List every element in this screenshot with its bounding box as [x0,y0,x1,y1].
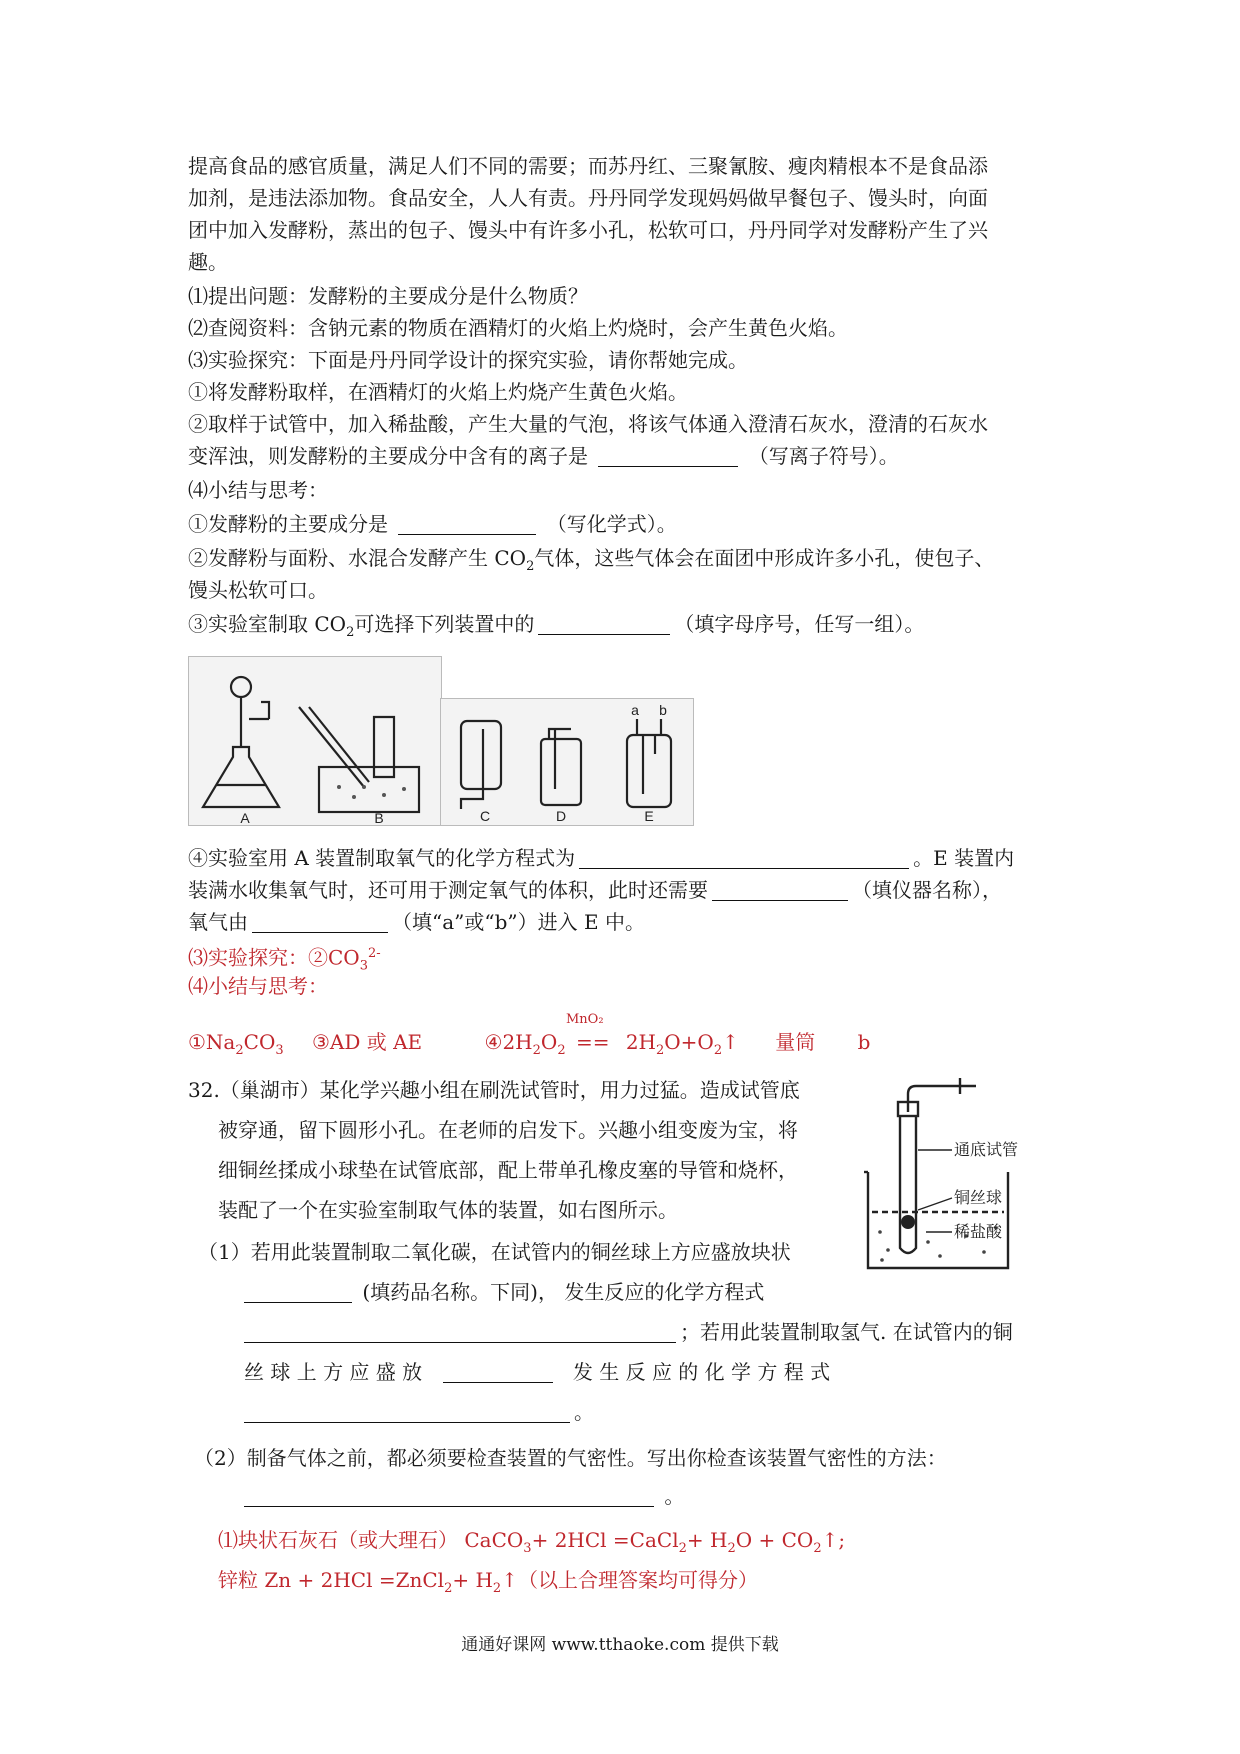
part-1-line2 [244,1276,764,1308]
fig-label-tube: 通底试管 [954,1140,1019,1159]
subscript: 3 [359,958,368,974]
part-2-line2 [244,1480,684,1512]
answer-part-1-line1 [218,1524,845,1565]
subscript: 2 [532,1043,541,1058]
question-4d-text: ④实验室用 A 装置制取氧气的化学方程式为 [188,846,576,870]
answer-zinc: 锌粒 Zn + 2HCl =ZnCl [218,1568,445,1592]
question-4a-hint: （写化学式）。 [546,512,677,536]
inlet-answer-blank[interactable] [252,910,388,933]
apparatus-answer-blank[interactable] [538,612,670,635]
question-4d-line3 [188,906,645,938]
answer-part-1-line2 [218,1564,758,1605]
question-4d-hint-2: （填“a”或“b”）进入 E 中。 [392,910,645,934]
h2-equation-blank[interactable] [244,1400,570,1423]
part-1-line4 [244,1356,830,1388]
problem-32-line2: 被穿通，留下圆形小孔。在老师的启发下。兴趣小组变废为宝，将 [218,1118,798,1142]
intro-line-4: 趣。 [188,250,228,274]
part-1-text-3: 丝 球 上 方 应 盛 放 [244,1360,423,1384]
question-4d-hint: （填仪器名称）， [852,878,1002,902]
question-4d-text-cont: 。E 装置内 [913,846,1015,870]
co2-equation-blank[interactable] [244,1320,676,1343]
apparatus-figure-ab [188,656,442,826]
subscript: 3 [523,1541,532,1556]
fig-label-a: A [240,810,250,826]
answer-equation: ④2H [484,1030,533,1054]
instrument-answer-blank[interactable] [712,878,848,901]
subscript: 2 [678,1541,687,1556]
question-4d-text-3: 氧气由 [188,910,248,934]
question-4c-hint: （填字母序号，任写一组）。 [674,612,925,636]
intro-line-1: 提高食品的感官质量，满足人们不同的需要；而苏丹红、三聚氰胺、瘦肉精根本不是食品添 [188,154,988,178]
subscript: 2 [813,1541,822,1556]
answer-apparatus: ③AD 或 AE [311,1030,423,1054]
question-4b-text: ②发酵粉与面粉、水混合发酵产生 CO [188,546,527,570]
intro-line-3: 团中加入发酵粉，蒸出的包子、馒头中有许多小孔，松软可口，丹丹同学对发酵粉产生了兴 [188,218,988,242]
fig-label-port-a: a [631,702,639,718]
co2-reagent-blank[interactable] [244,1280,352,1303]
problem-32-line3: 细铜丝揉成小球垫在试管底部，配上带单孔橡皮塞的导管和烧杯， [218,1158,798,1182]
answer-equation-arrow: == [575,1030,610,1054]
part-2-end: 。 [664,1484,685,1508]
test-tube-apparatus-figure [856,1072,1056,1272]
answer-equation-product-cont: O+O [664,1030,714,1054]
answer-limestone: ⑴块状石灰石（或大理石） CaCO [218,1528,524,1552]
part-1-text: (填药品名称。下同)， 发生反应的化学方程式 [362,1280,765,1304]
question-4c-text: ③实验室制取 CO [188,612,347,636]
subscript: 2 [557,1043,566,1058]
question-3b-line2 [188,440,899,472]
question-4d-line2 [188,874,1002,906]
answer-zinc-h2: + H [452,1568,493,1592]
apparatus-figure-cde [440,698,694,826]
answer-equation-o: O [540,1030,558,1054]
question-3b-hint: （写离子符号）。 [748,444,899,468]
intro-line-2: 加剂，是违法添加物。食品安全，人人有责。丹丹同学发现妈妈做早餐包子、馒头时，向面 [188,186,988,210]
fig-label-e: E [644,808,654,824]
question-3a: ①将发酵粉取样，在酒精灯的火焰上灼烧产生黄色火焰。 [188,380,688,404]
problem-32-line4: 装配了一个在实验室制取气体的装置，如右图所示。 [218,1198,678,1222]
answer-limestone-co2: O + CO [735,1528,814,1552]
question-1: ⑴提出问题：发酵粉的主要成分是什么物质？ [188,284,588,308]
part-1-line3 [244,1316,1013,1348]
part-1-text-4: 发 生 反 应 的 化 学 方 程 式 [572,1360,831,1384]
subscript: 2 [656,1043,665,1058]
fig-label-c: C [479,808,491,824]
question-3b-line1: ②取样于试管中，加入稀盐酸，产生大量的气泡，将该气体通入澄清石灰水，澄清的石灰水 [188,412,988,436]
question-4c [188,608,924,649]
airtightness-method-blank[interactable] [244,1484,654,1507]
answer-instrument: 量筒 [775,1030,816,1054]
h2-reagent-blank[interactable] [443,1360,553,1383]
answer-4-heading: ⑷小结与思考： [188,974,328,998]
part-1-end: 。 [574,1400,594,1424]
answer-4-content [188,1026,870,1067]
subscript: 2 [235,1043,244,1058]
question-4d-line1 [188,842,1014,874]
answer-formula-cont: CO [243,1030,276,1054]
question-2: ⑵查阅资料：含钠元素的物质在酒精灯的火焰上灼烧时，会产生黄色火焰。 [188,316,848,340]
ion-answer-blank[interactable] [598,444,738,467]
oxygen-equation-blank[interactable] [579,846,909,869]
question-4c-text-cont: 可选择下列装置中的 [354,612,535,636]
part-1-text-2: ；若用此装置制取氢气. 在试管内的铜 [680,1320,1013,1344]
answer-limestone-water: + H [686,1528,728,1552]
answer-zinc-note: ↑（以上合理答案均可得分） [501,1568,758,1592]
answer-formula: ①Na [188,1030,236,1054]
answer-equation-gas: ↑ [722,1030,739,1054]
answer-3-text: ⑶实验探究：②CO [188,945,360,970]
subscript: 2 [713,1043,723,1058]
fig-label-copper-ball: 铜丝球 [954,1188,1003,1207]
answer-limestone-gas: ↑; [821,1528,846,1552]
subscript: 2 [444,1581,453,1596]
catalyst-label: MnO₂ [566,1012,604,1027]
part-1-line5 [244,1396,594,1428]
formula-answer-blank[interactable] [398,512,536,535]
question-4b-line2: 馒头松软可口。 [188,578,328,602]
question-4: ⑷小结与思考： [188,478,328,502]
question-4b-text-cont: 气体，这些气体会在面团中形成许多小孔，使包子、 [534,546,995,570]
question-4d-text-2: 装满水收集氧气时，还可用于测定氧气的体积，此时还需要 [188,878,708,902]
fig-label-port-b: b [659,702,667,718]
fig-label-d: D [555,808,567,824]
subscript: 2 [346,625,355,640]
subscript: 2 [727,1541,736,1556]
superscript: 2- [367,946,381,961]
question-3: ⑶实验探究：下面是丹丹同学设计的探究实验，请你帮她完成。 [188,348,748,372]
page-footer: 通通好课网 www.tthaoke.com 提供下载 [461,1635,779,1655]
part-1-line1: （1）若用此装置制取二氧化碳，在试管内的铜丝球上方应盛放块状 [198,1240,791,1264]
answer-equation-product: 2H [625,1030,656,1054]
answer-inlet: b [857,1030,871,1054]
subscript: 2 [492,1581,502,1596]
fig-label-acid: 稀盐酸 [954,1222,1003,1241]
subscript: 3 [275,1043,284,1058]
question-4a-text: ①发酵粉的主要成分是 [188,512,388,536]
problem-32-line1: 32.（巢湖市）某化学兴趣小组在刷洗试管时，用力过猛。造成试管底 [188,1078,800,1102]
fig-label-b: B [374,810,384,826]
question-4a [188,508,677,540]
question-3b-text: 变浑浊，则发酵粉的主要成分中含有的离子是 [188,444,588,468]
answer-limestone-cont: + 2HCl =CaCl [531,1528,679,1552]
subscript: 2 [526,559,535,574]
part-2-line1: （2）制备气体之前，都必须要检查装置的气密性。写出你检查该装置气密性的方法： [194,1446,947,1470]
